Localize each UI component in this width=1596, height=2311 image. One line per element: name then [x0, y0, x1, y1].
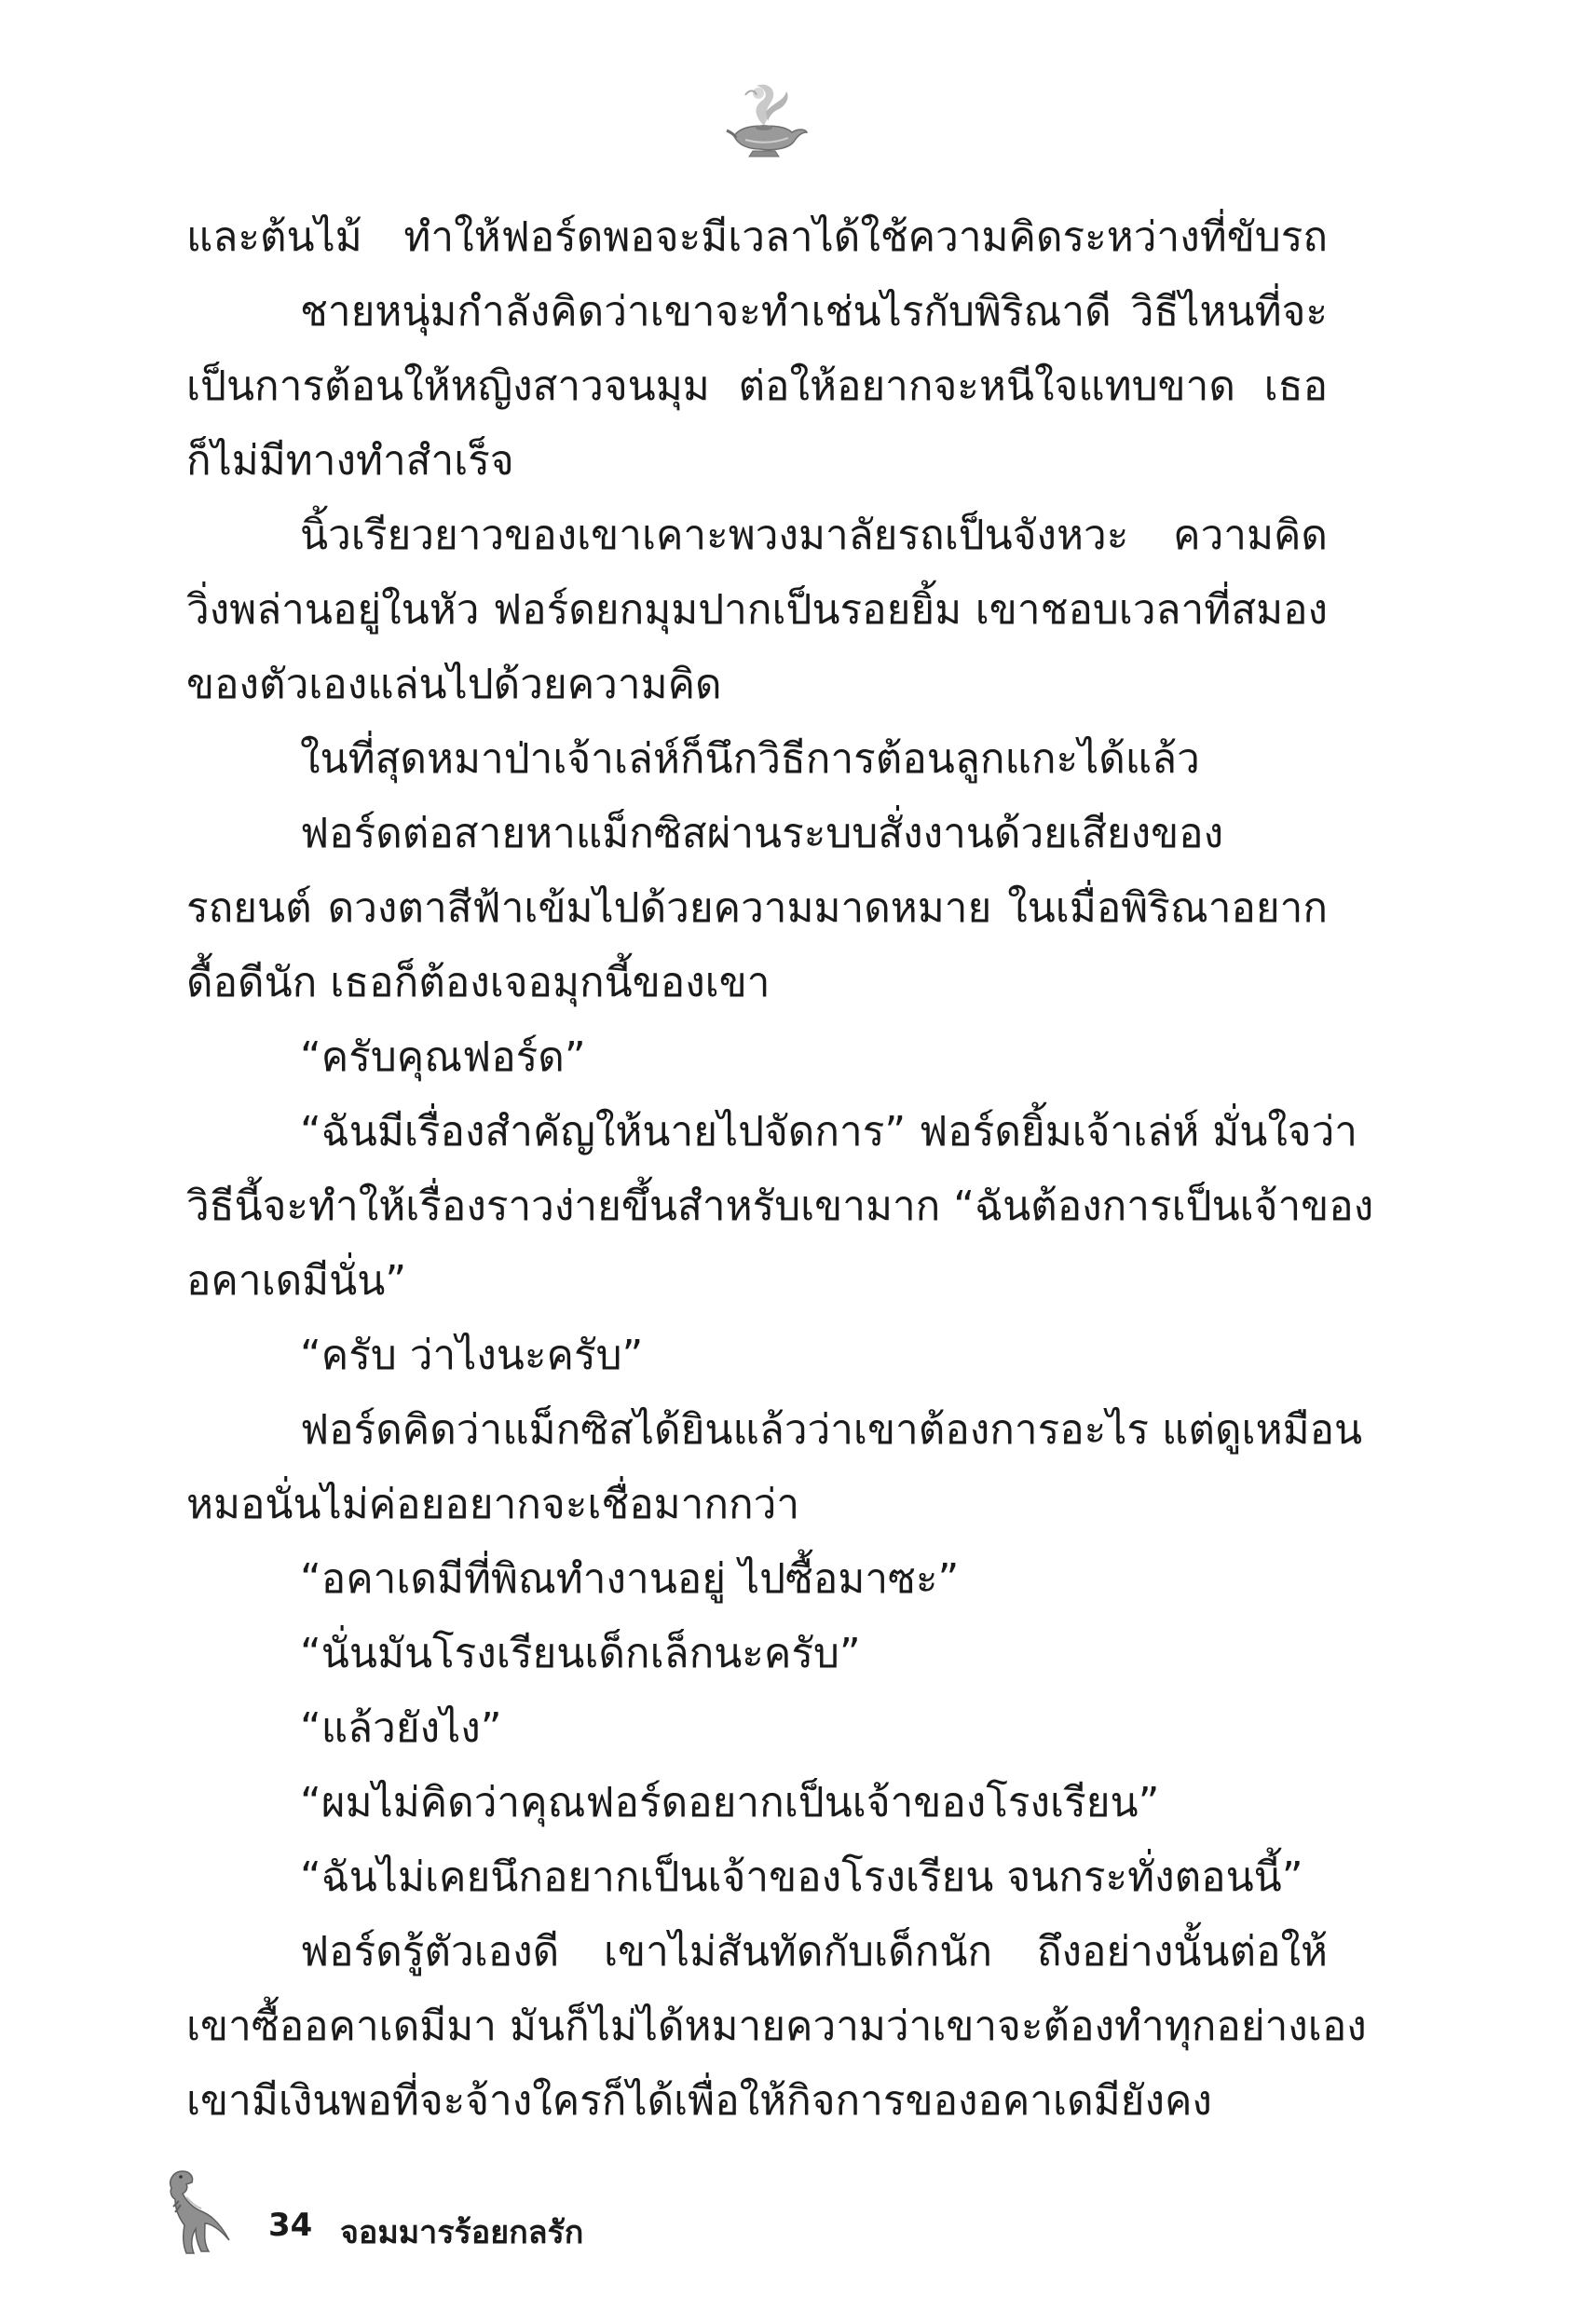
paragraph-line: ฟอร์ดรู้ตัวเองดี เขาไม่สันทัดกับเด็กนัก ถึงอย่างนั้นต่อให้	[300, 1928, 1328, 1976]
paragraph-line: และต้นไม้ ทำให้ฟอร์ดพอจะมีเวลาได้ใช้ความคิดระหว่างที่ขับรถ	[186, 213, 1328, 261]
paragraph-line: ฟอร์ดคิดว่าแม็กซิสได้ยินแล้วว่าเขาต้องการอะไร แต่ดูเหมือน	[300, 1406, 1363, 1454]
paragraph-line: ของตัวเองแล่นไปด้วยความคิด	[186, 661, 722, 708]
paragraph-line: เขาซื้ออคาเดมีมา มันก็ไม่ได้หมายความว่าเขาจะต้องทำทุกอย่างเอง	[186, 2003, 1367, 2050]
paragraph-line: อคาเดมีนั่น”	[186, 1257, 407, 1305]
paragraph-line: ฟอร์ดต่อสายหาแม็กซิสผ่านระบบสั่งงานด้วยเสียงของ	[300, 810, 1224, 857]
paragraph-line: เขามีเงินพอที่จะจ้างใครก็ได้เพื่อให้กิจการของอคาเดมียังคง	[186, 2077, 1212, 2125]
paragraph-line: วิธีนี้จะทำให้เรื่องราวง่ายขึ้นสำหรับเขามาก “ฉันต้องการเป็นเจ้าของ	[186, 1183, 1374, 1230]
paragraph-line: ก็ไม่มีทางทำสำเร็จ	[186, 437, 514, 485]
dialogue-line: “ครับ ว่าไงนะครับ”	[300, 1332, 644, 1379]
paragraph-line: นิ้วเรียวยาวของเขาเคาะพวงมาลัยรถเป็นจังหวะ ความคิด	[300, 512, 1328, 559]
dinosaur-icon	[158, 2160, 233, 2263]
paragraph-line: รถยนต์ ดวงตาสีฟ้าเข้มไปด้วยความมาดหมาย ในเมื่อพิริณาอยาก	[186, 884, 1328, 932]
dialogue-line: “ฉันมีเรื่องสำคัญให้นายไปจัดการ” ฟอร์ดยิ้มเจ้าเล่ห์ มั่นใจว่า	[300, 1108, 1357, 1156]
dialogue-line: “ครับคุณฟอร์ด”	[300, 1033, 586, 1081]
genie-lamp-icon	[717, 75, 811, 163]
dialogue-line: “อคาเดมีที่พิณทำงานอยู่ ไปซื้อมาซะ”	[300, 1555, 960, 1603]
paragraph-line: เป็นการต้อนให้หญิงสาวจนมุม ต่อให้อยากจะหนีใจแทบขาด เธอ	[186, 362, 1328, 410]
paragraph-line: ชายหนุ่มกำลังคิดว่าเขาจะทำเช่นไรกับพิริณาดี วิธีไหนที่จะ	[300, 288, 1328, 335]
paragraph-line: หมอนั่นไม่ค่อยอยากจะเชื่อมากกว่า	[186, 1481, 800, 1528]
book-title: จอมมารร้อยกลรัก	[340, 2214, 584, 2251]
page-footer	[158, 2160, 811, 2263]
paragraph-line: วิ่งพล่านอยู่ในหัว ฟอร์ดยกมุมปากเป็นรอยยิ้ม เขาชอบเวลาที่สมอง	[186, 586, 1328, 634]
paragraph-line: ดื้อดีนัก เธอก็ต้องเจอมุกนี้ของเขา	[186, 959, 771, 1006]
dialogue-line: “นั่นมันโรงเรียนเด็กเล็กนะครับ”	[300, 1630, 861, 1677]
page-number: 34	[268, 2207, 313, 2244]
paragraph-line: ในที่สุดหมาป่าเจ้าเล่ห์ก็นึกวิธีการต้อนลูกแกะได้แล้ว	[300, 735, 1200, 783]
dialogue-line: “แล้วยังไง”	[300, 1704, 502, 1752]
body-text	[186, 200, 1374, 2139]
dialogue-line: “ฉันไม่เคยนึกอยากเป็นเจ้าของโรงเรียน จนกระทั่งตอนนี้”	[300, 1853, 1303, 1901]
dialogue-line: “ผมไม่คิดว่าคุณฟอร์ดอยากเป็นเจ้าของโรงเรียน”	[300, 1779, 1160, 1826]
